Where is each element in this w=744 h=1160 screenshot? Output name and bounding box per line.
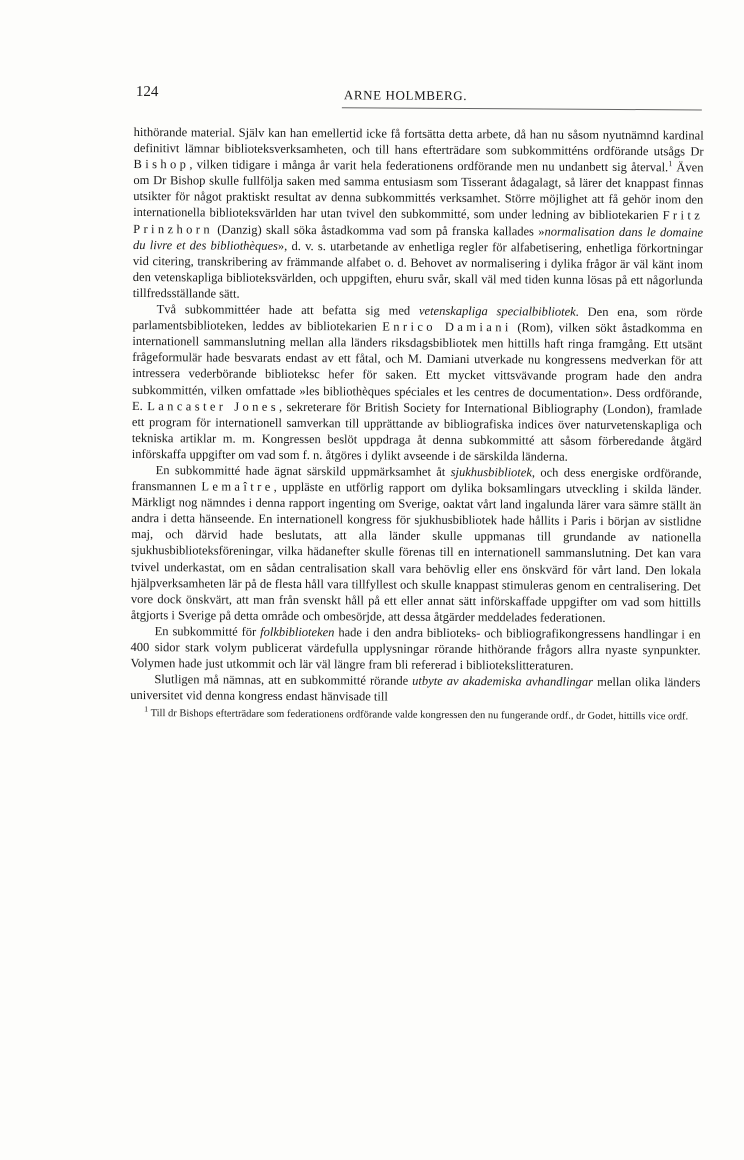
text-run: , vilken tidigare i många år varit hela federationens ordförande men nu undanbett sig återval. (189, 157, 669, 175)
text-run: Slutligen må nämnas, att en subkommitté rörande (154, 672, 413, 688)
text-run: (Danzig) skall söka åstadkomma vad som på franska kallades » (212, 222, 545, 239)
text-run: . Den ena, som rörde parlamentsbiblioteken, leddes av bibliotekarien (132, 304, 703, 334)
paragraph-2 (132, 301, 703, 465)
person-name: Lancaster Jones (147, 398, 280, 414)
paragraph-3 (131, 462, 702, 626)
text-run: , uppläste en utförlig rapport om dylika boksamlingars utveckling i skilda länder. Märkligt nog nämndes i denna rapport ingenting om Sverige, oaktat vårt land ingalunda lärer vara sämre ställt än andra i detta hänseende. En internationell kongress för sjukhusbibliotek hade hållits i Paris i början av sistlidne maj, och därvid hade beslutats, att alla länder skulle uppmanas till grundande av nationella sjukhusbiblioteksföreningar, vilka hädanefter skulle förenas till en internationell sammanslutning. Det kan vara tvivel underkastat, om en sådan centralisation skall vara behövlig eller ens önskvärd för vårt land. Den lokala hjälpverksamheten lär på de flesta håll vara tillfyllest och skulle knappast stimuleras genom en centralisering. Det vore dock önskvärt, att man från svenskt håll på ett eller annat sätt införskaffade uppgifter om vad som hittills åtgjorts i Sverige på detta område och ombesörjde, att dessa åtgärder meddelades federationen. (130, 479, 702, 625)
text-run: », d. v. s. utarbetande av enhetliga regler för alfabetisering, enhetliga förkortningar vid citering, transkribering av främmande alfabet o. d. Behovet av normalisering i dylika frågor är väl känt inom den vetenskapliga biblioteksvärlden, och uppgiften, ehuru svår, skall väl med tiden kunna lösas på ett någorlunda tillfredsställande sätt. (132, 238, 704, 301)
text-run: En subkommitté för (154, 624, 261, 639)
person-name: Enrico Damiani (382, 319, 512, 335)
paragraph-4 (130, 623, 700, 675)
italic-phrase: vetenskapliga specialbibliotek (418, 303, 576, 319)
person-name: Fritz Prinzhorn (133, 208, 704, 237)
paragraph-1 (133, 124, 704, 305)
body-text (130, 124, 704, 707)
footnote-marker: 1 (144, 704, 149, 714)
page-header (134, 84, 704, 111)
footnote-area (130, 704, 700, 723)
footnote-reference: 1 (668, 159, 673, 169)
footnote-text: Till dr Bishops efterträdare som federationens ordförande valde kongressen den nu fungerande ordf., dr Godet, hittills vice ordf. (148, 708, 689, 723)
text-run: , och dess energiske ordförande, fransmannen (131, 465, 702, 494)
person-name: Lemaître (201, 479, 274, 494)
text-run: En subkommitté hade ägnat särskild uppmärksamhet åt (155, 463, 451, 479)
italic-phrase: folkbiblioteken (260, 624, 335, 640)
person-name: Bishop (133, 157, 190, 172)
italic-phrase: normalisation dans le domaine du livre et des bibliothèques (132, 224, 704, 253)
text-run: (Rom), vilken sökt åstadkomma en internationell sammanslutning mellan alla länders riksdagsbibliotek men hittills haft ringa framgång. Ett utsänt frågeformulär hade besvarats endast av ett fåtal, och M. Damiani utverkade nu kongressens medverkan för att intressera vederbörande biblioteksc hefer för saken. Ett mycket vittsvävande program hade den andra subkommittén, vilken omfattade »les bibliothèques spéciales et les centres de documentation». Dess ordförande, E. (131, 320, 703, 413)
text-run: Två subkommittéer hade att befatta sig med (156, 302, 420, 318)
text-run: Även om Dr Bishop skulle fullfölja saken med samma entusiasm som Tisserant ådagalagt, så lärer det knappast finnas utsikter för något praktiskt resultat av denna subkommittés verksamhet. Större möjlighet att få gehör inom den internationella biblioteksvärlden har utan tvivel den subkommitté, som under ledning av bibliotekarien (133, 160, 704, 223)
footnote (130, 704, 700, 723)
running-head: ARNE HOLMBERG. (343, 87, 468, 104)
italic-phrase: sjukhusbibliotek (450, 464, 532, 480)
text-run: hithörande material. Själv kan han emellertid icke få fortsätta detta arbete, då han nu såsom nyutnämnd kardinal definitivt lämnar biblioteksverksamheten, och till hans efterträdare som subkommitténs ordförande utsågs Dr (133, 124, 704, 159)
paragraph-5 (130, 671, 700, 707)
book-page (130, 84, 704, 724)
page-number: 124 (135, 84, 159, 101)
italic-phrase: utbyte av akademiska avhandlingar (412, 673, 594, 690)
text-run: mellan olika länders universitet vid denna kongress endast hänvisade till (130, 675, 701, 704)
header-rule (342, 107, 702, 110)
text-run: , sekreterare för British Society for International Bibliography (London), framlade ett program för internationell samverkan till upprättande av bibliografiska indices över naturvetenskapliga och tekniska artiklar m. m. Kongressen beslöt uppdraga åt denna subkommitté att såsom förberedande åtgärd införskaffa uppgifter om vad som f. n. åtgöres i dylikt avseende i de särskilda länderna. (131, 399, 703, 464)
text-run: hade i den andra biblioteks- och bibliografikongressens handlingar i en 400 sidor stark volym publicerat värdefulla upplysningar rörande hithörande frågors allra nyaste synpunkter. Volymen hade just utkommit och lär väl längre fram bli refererad i bibliotekslitteraturen. (130, 625, 701, 673)
